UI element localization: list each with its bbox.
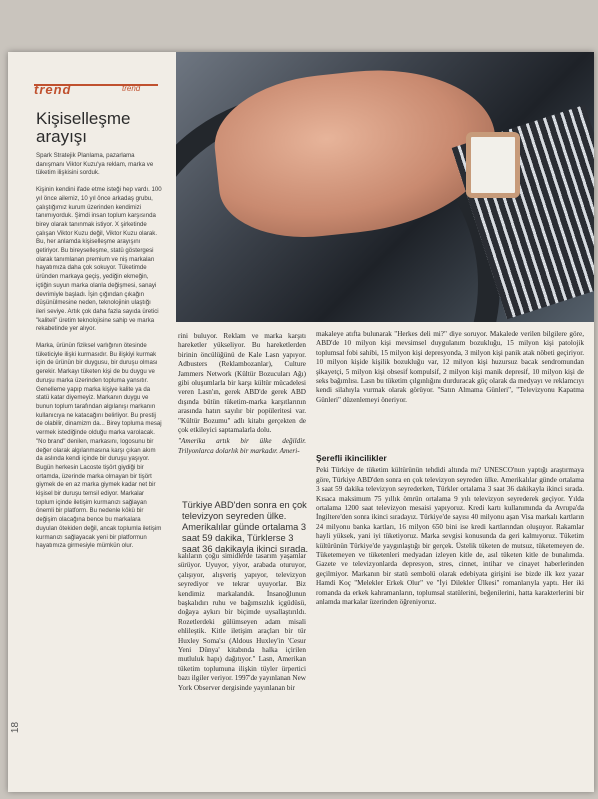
- sidebar-paragraph: Marka, ürünün fiziksel varlığının ötesinde tüketiciyle ilişki kurmasıdır. Bu ilişkiyi kurmak için de ürünün bir duygusu, bir duruşu olması gerekir. Markayı tüketen kişi de bu duygu ve duruşu marka üzerinden topluma yansıtır. Genelleme yapıp marka kişiye kalite ya da statü katar diyemeyiz. Markanın duygu ve bunun toplum tarafından algılanışı markanın kullanıcıya ne katacağını belirliyor. Bu prestij de olabilir, dinamizm da... Birey topluma mesaj vermek istediğinde olduğu marka varolacak. "No brand" denilen, markasını, logosunu bir değer olarak algılanmasına karşı çıkan akım da aslında kendi içinde bir duruşu yaşıyor. Bugün herkesin Lacoste tişört giydiği bir ortamda, üzerinde marka olmayan bir tişört giymek de en az marka giymek kadar net bir kişisel bir duruşu temsil ediyor. Markalar toplum içinde iletişim kurmanızı sağlayan önemli bir platform. Bu nedenle kökü bir değişim olacağına bence bu markalara duyulan ötekiden değil, ancak toplumla iletişim kurmanızı sağlayacak yeni bir platformun hayatımıza girmesiyle mümkün olur.: [36, 342, 162, 550]
- sidebar-paragraph: Kişinin kendini ifade etme isteği hep vardı. 100 yıl önce ailemiz, 10 yıl önce arkadaş grubu, çalıştığımız kurum üzerinden kendimizi tanımıyorduk. Şimdi insan toplum karşısında birey olarak tanınmak istiyor. X şirketinde çalışan Viktor Kuzu değil, Viktor Kuzu olarak. Bu, her anlamda kişiselleşme arayışını getiriyor. Bu bireyselleşme, statü göstergesi olarak tanımlanan premium ve niş markaları hayatımıza daha çok sokuyor. Tüketimde üründen markaya geçiş, yediğin ekmeğin, içtiğin suyun marka olanla değişmesi, sanayi devrimiyle başladı. İşin çığından çıkağın düşünülmesine neden, teknolojinin ulaştığı ileri seviye. Artık çok daha fazla sayıda üretici "kaliteli" üretim teknolojisine sahip ve marka rekabetinde yer alıyor.: [36, 186, 162, 333]
- body-paragraph: Peki Türkiye de tüketim kültürünün tehdidi altında mı? UNESCO'nun yaptığı araştırmaya göre, Türkiye ABD'den sonra en çok televizyon seyreden ülke. Amerikalılar günde ortalama 3 saat 59 dakika televizyon seyrederken, Türkler ortalama 3 saat 36 dakikayla ikinci sırada. Kısaca maksimum 75 yıllık ömrün ortalama 9 yılı televizyon seyrederek geçiyor. Yılda ortalama 1200 saat televizyon mesaisi yapıyoruz. Kredi kartı kullanımında da Avrupa'da İngiltere'den sonra ikinci sıradayız. Türkiye'de sayısı 40 milyonu aşan Visa markalı kartların 24 milyonu banka kartları, 16 milyon 650 bini ise kredi kartlarından oluşuyor. Rakamlar hayli yüksek, yani iyi tüketiyoruz. Marka sevgisi konusunda da geri kalmıyoruz. Tüketim kültürünün Türkiye'de yaygınlaştığı bir gerçek. Üstelik tüketen de mutsuz, tüketemeyen de. Tüketemeyen ve tüketenleri medyadan izleyen kitle de, asıl tüketen kitle de bunalımda. Gazete ve televizyonlarda depresyon, stres, cinnet, intihar ve cinayet haberlerinden geçilmiyor. Markanın bir statü sembolü olarak edebiyata girişini ise bizde ilk kez yazar Hamdi Koç "Melekler Erkek Olur" ve "İyi Dilekler Ülkesi" romanlarıyla yaptı. Her iki romanda da erkek kahramanların, toplumsal statülerini, beğenilerini, hatta karakterlerini bir anlamda markalar üzerinden öğreniyoruz.: [316, 466, 584, 607]
- body-column-1-top: [178, 332, 306, 458]
- body-column-2-bottom: [316, 452, 584, 610]
- pull-quote: Türkiye ABD'den sonra en çok televizyon seyreden ülke. Amerikalılar günde ortalama 3 saat 59 dakika, Türklerse 3 saat 36 dakikayla ikinci sırada.: [182, 500, 309, 554]
- section-tag: trend: [122, 84, 141, 93]
- body-paragraph: kalıların çoğu simidlerde tasarım yaşamlar sürüyor. Uyuyor, yiyor, arabada oturuyor, çalışıyor, alışveriş yapıyor, televizyon seyrediyor ve tekrar uyuyorlar. Biz kendimiz markalandık. İnsanoğlunun başkalıdırı ruhu ve bağımsızlık içgüdüsü, doğaya aykırı bir biçimde uysallaştırıldı. Rozetlerdeki gülümseyen adam misali ehlileştik. Kitle iletişim araçları bir tür Huxley Soma'sı (Aldous Huxley'in 'Cesur Yeni Dünya' kitabında halka içirilen mutluluk hapı) dağıtıyor." Lasn, Amerikan tüketim toplumuna ilişkin tüyler ürpertici bazı ilgiler veriyor. 1997'de yayınlanan New York Observer dergisinde yayınlanan bir: [178, 552, 306, 692]
- body-paragraph: rini buluyor. Reklam ve marka karşıtı hareketler yükseliyor. Bu hareketlerden birinin öncülüğünü de Kale Lasn yapıyor. Adbusters (Reklambozanlar), Culture Jammers Network (Kültür Bozucuları Ağı) gibi oluşumlarla bir karşı kültür mücadelesi veren Lasn'ın, gerek ABD'de gerek ABD dışında bütün tüketim-marka karşıtlarının arasında hatırı sayılır bir popüleritesi var. "Kültür Bozumu" adlı kitabı gerçekten de çok etkileyici saptamalarla dolu.: [178, 332, 306, 435]
- article-title: Kişiselleşme arayışı: [36, 109, 131, 146]
- watch-icon: [466, 132, 520, 198]
- page-number: 18: [10, 721, 22, 734]
- sidebar-intro: Spark Stratejik Planlama, pazarlama danışmanı Viktor Kuzu'ya reklam, marka ve tüketim ilişkisini sorduk.: [36, 152, 154, 177]
- magazine-page: [8, 52, 594, 792]
- body-column-1-bottom: [178, 552, 306, 695]
- body-paragraph: makaleye atıfta bulunarak "Herkes deli mi?" diye soruyor. Makalede verilen bilgilere göre, ABD'de 10 milyon kişi mevsimsel duygulanım bozukluğu, 15 milyon kişi patolojik toplumsal fobi sahibi, 15 milyon kişi depresyonda, 3 milyon kişi panik atak nöbeti geçiriyor. 10 milyon kişide kişilik bozukluğu var, 12 milyon kişi huzursuz bacak sendromundan şikayetçi, 5 milyon kişi obsesif kompulsif, 2 milyon kişi manik depresif, 10 milyon kişi de seks bağımlısı. Lasn bu tüketim çılgınlığını durduracak güç olarak da medyayı ve reklamcıyı kendi silahıyla vurmak olarak görüyor. "Satın Almama Günleri", "Televizyonu Kapatma Günleri" düzenlemeyi öneriyor.: [316, 330, 584, 404]
- sidebar-column: [8, 52, 168, 792]
- sidebar-text: [36, 152, 162, 559]
- hero-photo: [176, 52, 594, 322]
- subheading: Şerefli ikincilikler: [316, 453, 387, 463]
- section-logo: trend: [34, 82, 72, 97]
- body-quote: "Amerika artık bir ülke değildir. Trilyonlarca dolarlık bir markadır. Ameri-: [178, 437, 306, 455]
- body-column-2-top: [316, 330, 584, 407]
